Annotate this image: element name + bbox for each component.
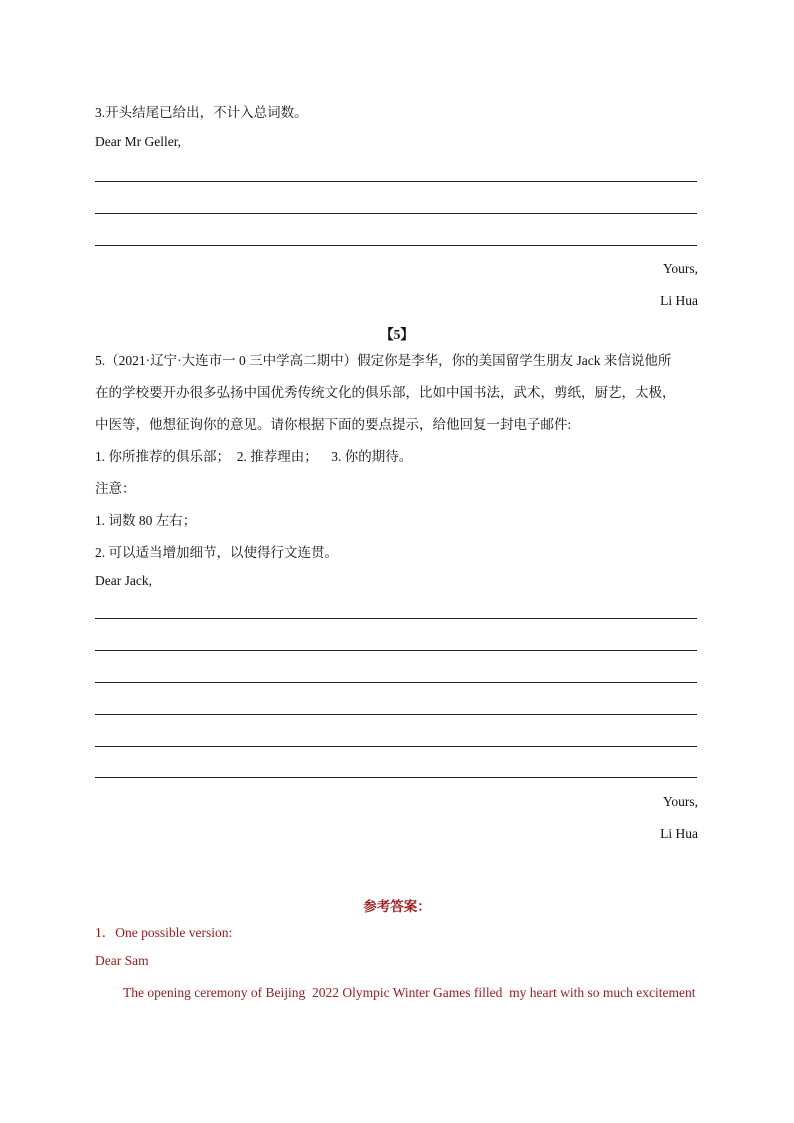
writing-line [95,714,697,715]
answers-title: 参考答案： [363,899,431,914]
question-intro-line: 在的学校要开办很多弘扬中国优秀传统文化的俱乐部，比如中国书法，武术，剪纸，厨艺，太极， [95,385,676,400]
writing-line [95,682,697,683]
section-heading: 【5】 [380,327,414,342]
writing-line [95,213,697,214]
answer-greeting: Dear Sam [95,953,149,968]
note-item: 1. 词数 80 左右； [95,513,197,528]
question-points: 1. 你所推荐的俱乐部； 2. 推荐理由； 3. 你的期待。 [95,449,413,464]
letter-signature: Li Hua [660,293,698,308]
letter-closing: Yours, [662,794,698,809]
writing-line [95,181,697,182]
question-intro-line: 5.（2021·辽宁·大连市一 0 三中学高二期中）假定你是李华，你的美国留学生朋友 Jack 来信说他所 [95,353,672,368]
note-item: 2. 可以适当增加细节，以使得行文连贯。 [95,545,338,560]
answer-item-label: 1．One possible version: [95,925,233,940]
answer-text-line: The opening ceremony of Beijing 2022 Olympic Winter Games filled my heart with so much excitement [123,985,696,1000]
writing-note-3: 3.开头结尾已给出，不计入总词数。 [95,105,308,120]
notes-label: 注意： [95,481,136,496]
question-intro-line: 中医等，他想征询你的意见。请你根据下面的要点提示，给他回复一封电子邮件: [95,417,572,432]
writing-line [95,650,697,651]
letter-greeting: Dear Mr Geller, [95,134,182,149]
writing-line [95,777,697,778]
writing-line [95,746,697,747]
writing-line [95,618,697,619]
letter-signature: Li Hua [660,826,698,841]
letter-greeting: Dear Jack, [95,573,152,588]
letter-closing: Yours, [662,261,698,276]
writing-line [95,245,697,246]
